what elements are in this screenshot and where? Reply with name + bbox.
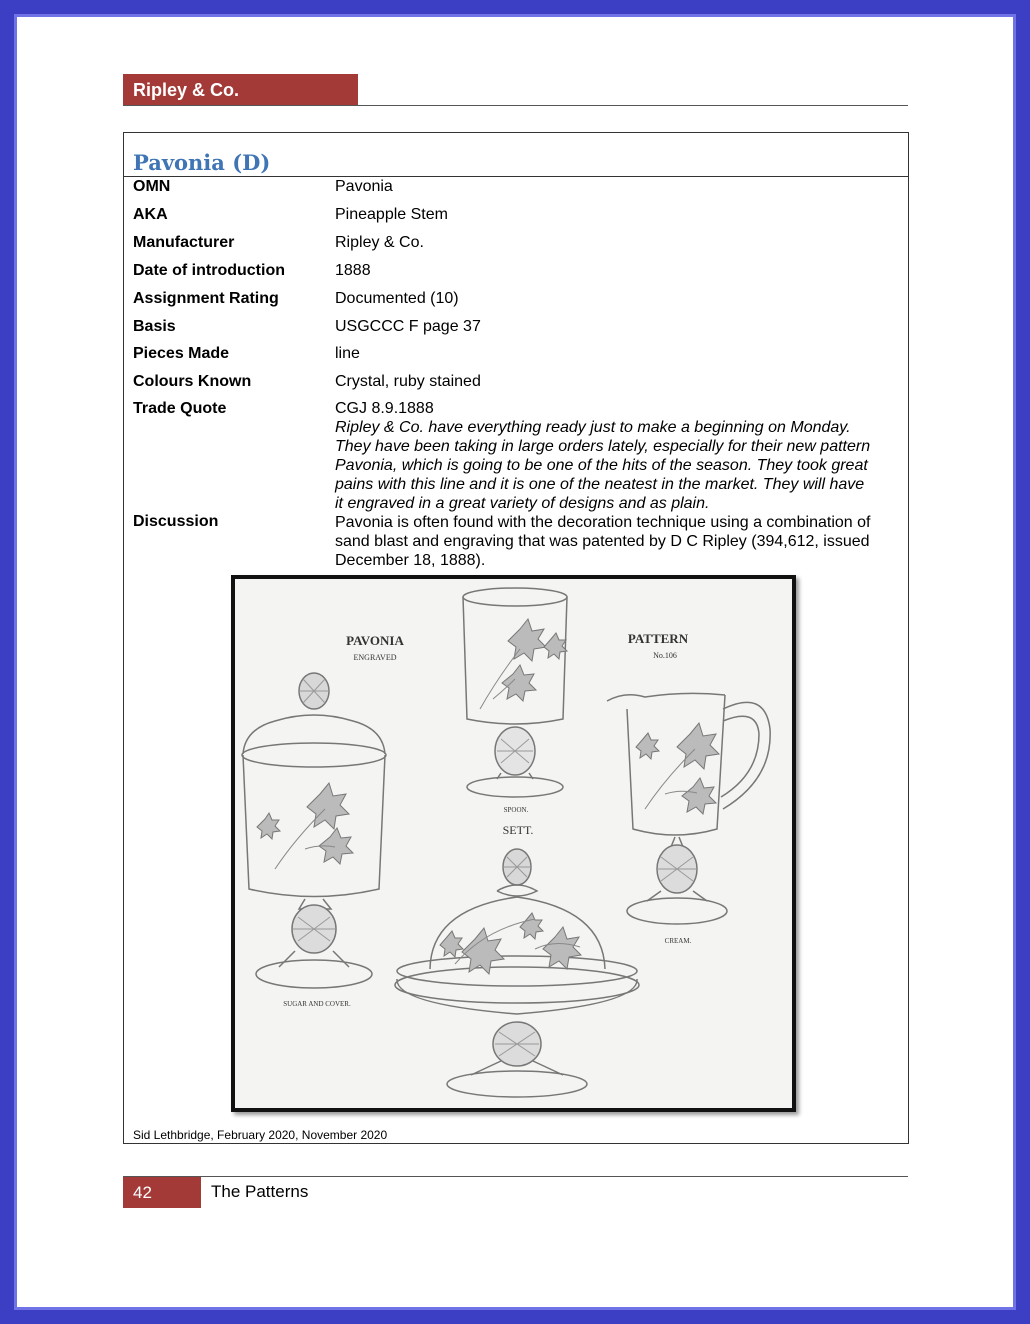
catalog-label-sugar: SUGAR AND COVER. (283, 1000, 351, 1008)
header-rule (123, 105, 908, 106)
value-aka: Pineapple Stem (335, 206, 448, 223)
catalog-label-sett: SETT. (502, 823, 534, 837)
label-date-of-introduction: Date of introduction (133, 262, 285, 279)
catalog-subheading-right: No.106 (653, 651, 677, 660)
title-rule (124, 176, 908, 177)
footer-section-title: The Patterns (211, 1182, 309, 1201)
catalog-heading-left: PAVONIA (346, 633, 404, 648)
value-assignment-rating: Documented (10) (335, 290, 459, 307)
catalog-heading-right: PATTERN (627, 631, 689, 646)
value-colours-known: Crystal, ruby stained (335, 373, 481, 390)
value-manufacturer: Ripley & Co. (335, 234, 424, 251)
value-omn: Pavonia (335, 178, 393, 195)
value-trade-quote: CGJ 8.9.1888 (335, 400, 434, 417)
discussion-text: Pavonia is often found with the decoration technique using a combination of sand blast and engraving that was patented by D C Ripley (394,612, issued December 18, 1888). (335, 514, 871, 569)
label-manufacturer: Manufacturer (133, 234, 235, 251)
value-basis: USGCCC F page 37 (335, 318, 481, 335)
label-assignment-rating: Assignment Rating (133, 290, 279, 307)
value-pieces-made: line (335, 345, 360, 362)
page-number: 42 (123, 1177, 201, 1208)
section-header: Ripley & Co. (123, 74, 358, 106)
catalog-subheading-left: ENGRAVED (353, 653, 397, 662)
label-basis: Basis (133, 318, 176, 335)
catalog-illustration (231, 575, 796, 1112)
author-credit: Sid Lethbridge, February 2020, November 2020 (133, 1128, 388, 1142)
label-colours-known: Colours Known (133, 373, 252, 390)
label-pieces-made: Pieces Made (133, 345, 230, 362)
catalog-label-cream: CREAM. (664, 937, 692, 945)
label-aka: AKA (133, 206, 168, 223)
value-date-of-introduction: 1888 (335, 262, 371, 279)
label-omn: OMN (133, 178, 171, 195)
footer-rule (123, 1176, 908, 1177)
catalog-label-spoon: SPOON. (503, 806, 529, 814)
trade-quote-text: Ripley & Co. have everything ready just to make a beginning on Monday. They have been taking in large orders lately, especially for their new pattern Pavonia, which is going to be one of the hits of the season. They took great pains with this line and it is one of the neatest in the market. They will have it engraved in a great variety of designs and as plain. (335, 419, 871, 512)
pattern-title: Pavonia (D) (133, 150, 271, 175)
label-trade-quote: Trade Quote (133, 400, 227, 417)
label-discussion: Discussion (133, 513, 219, 530)
